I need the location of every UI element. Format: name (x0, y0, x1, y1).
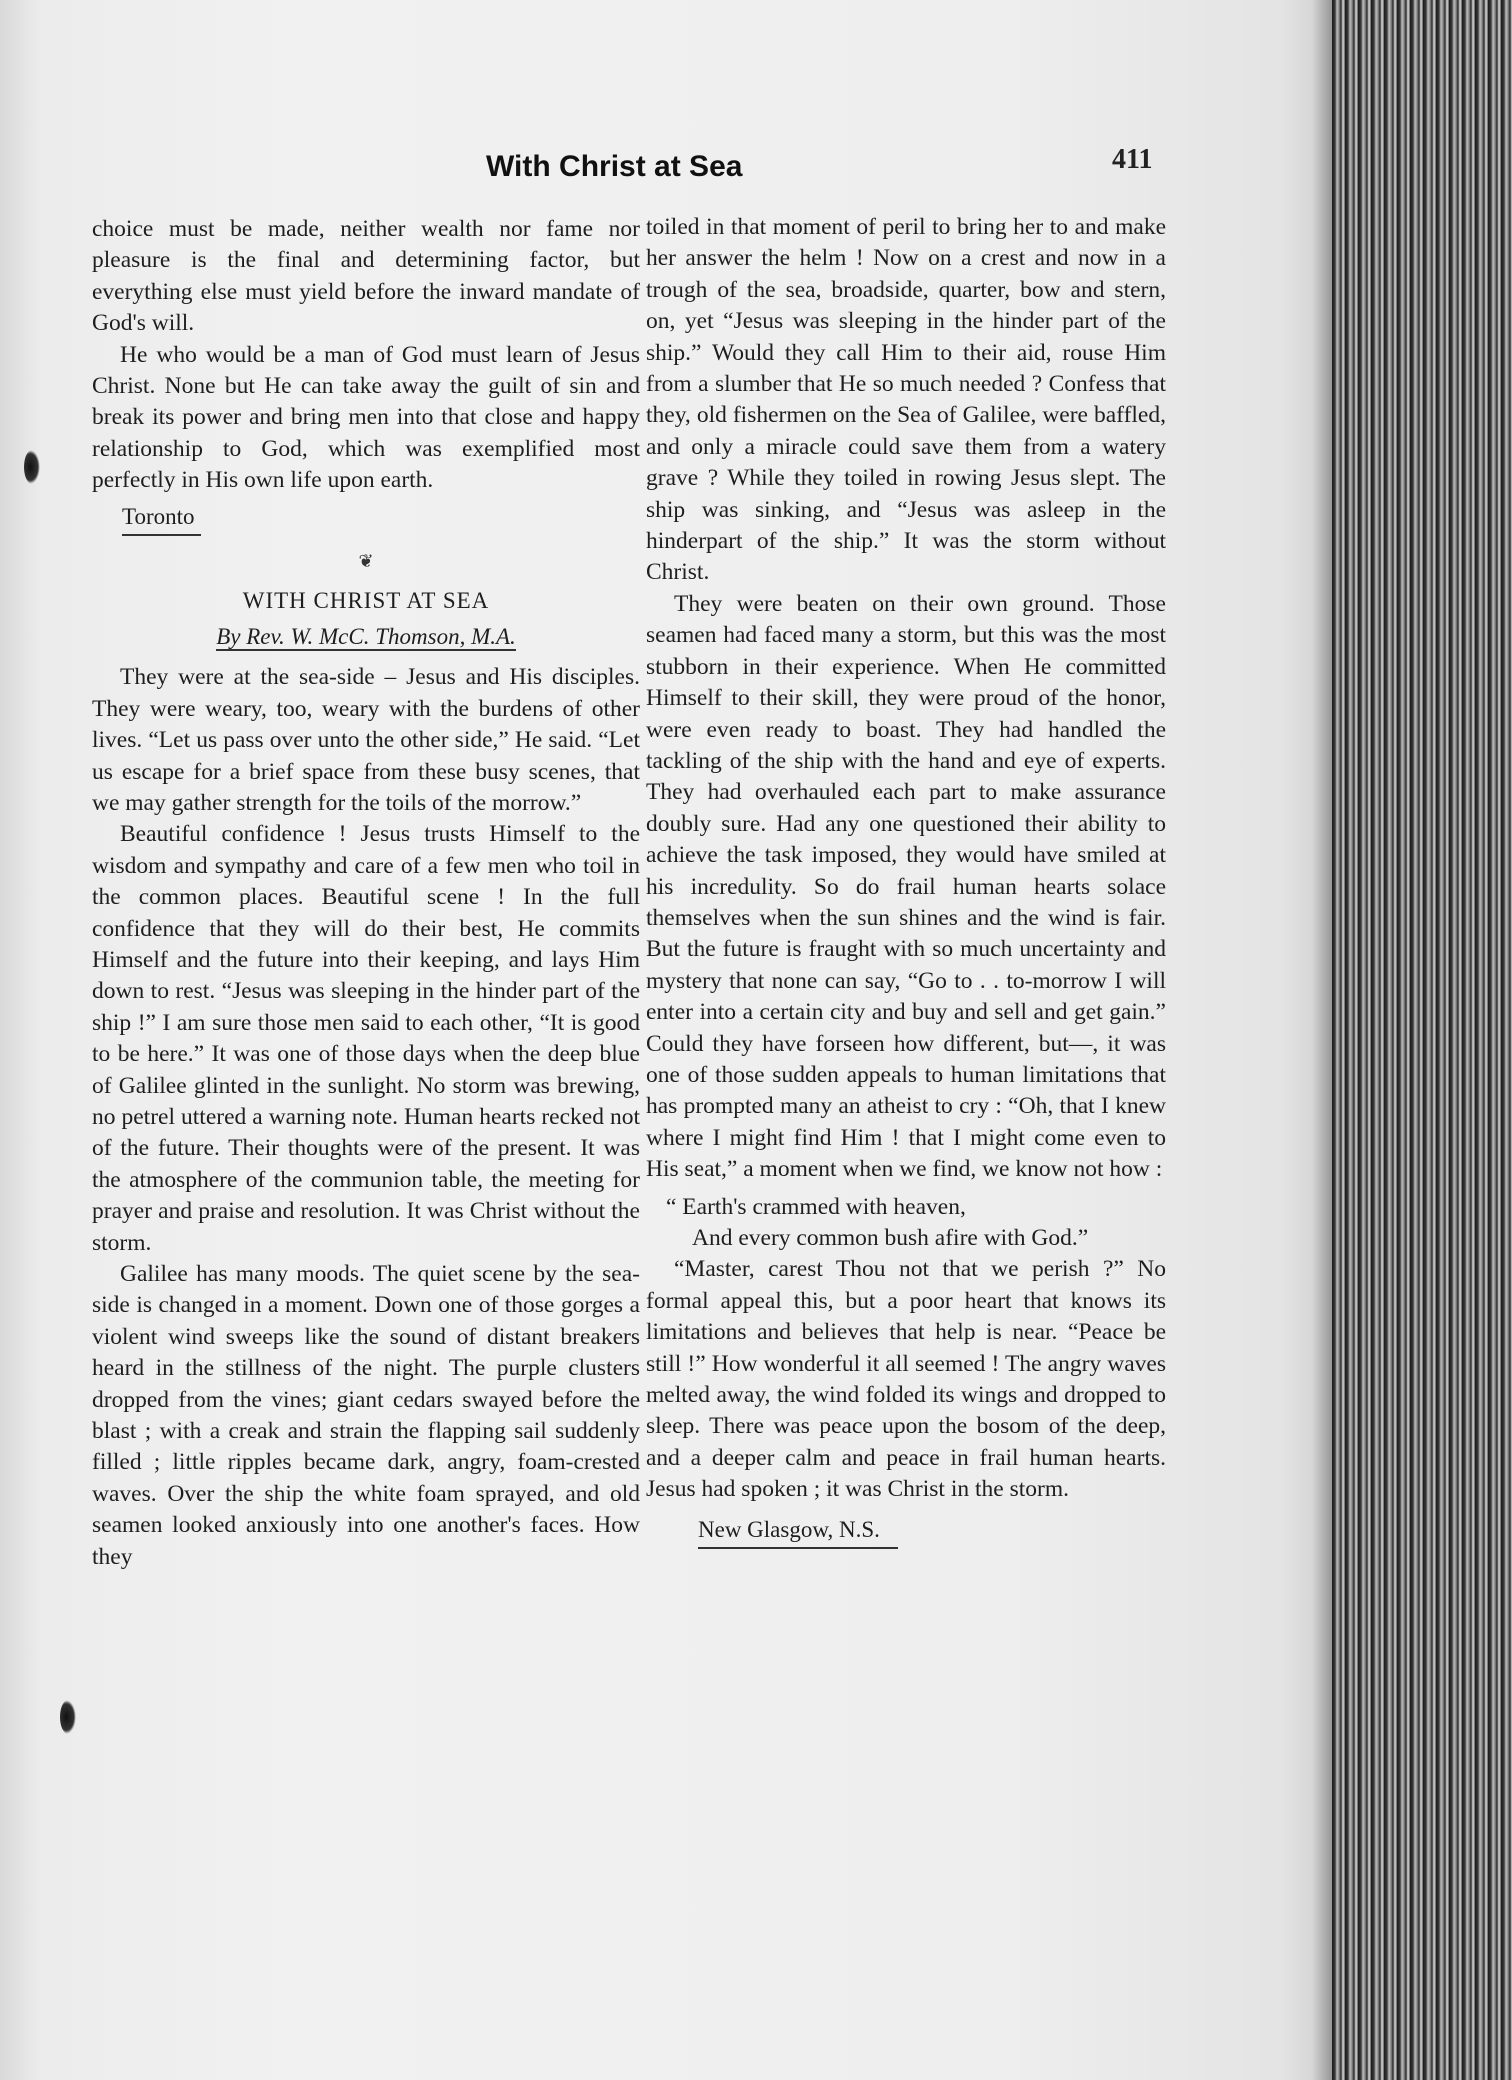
page-header (0, 144, 1300, 194)
page-number: 411 (1112, 144, 1153, 175)
verse-quote (646, 1192, 1166, 1255)
paragraph: They were beaten on their own ground. Those seamen had faced many a storm, but this was the most stubborn in their experience. When He committed Himself to their skill, they were proud of the honor, were even ready to boast. They had handled the tackling of the ship with the hand and eye of experts. They had overhauled each part to make assurance doubly sure. Had any one questioned their ability to achieve the task imposed, they would have smiled at his incredulity. So do frail human hearts solace themselves when the sun shines and the wind is fair. But the future is fraught with so much uncertainty and mystery that none can say, “Go to . . to-morrow I will enter into a certain city and buy and sell and get gain.” Could they have forseen how different, but—, it was one of those sudden appeals to human limitations that has prompted many an atheist to cry : “Oh, that I knew where I might find Him ! that I might come even to His seat,” a moment when we find, we know not how : (646, 590, 1166, 1183)
article-byline (92, 621, 640, 652)
paragraph: He who would be a man of God must learn of Jesus Christ. None but He can take away the guilt of sin and break its power and bring men into that close and happy relationship to God, which was exemplified most perfectly in His own life upon earth. (92, 341, 640, 494)
right-column (646, 212, 1166, 1549)
paragraph: They were at the sea-side – Jesus and His disciples. They were weary, too, weary with the burdens of other lives. “Let us pass over unto the other side,” He said. “Let us escape for a brief space from these busy scenes, that we may gather strength for the toils of the morrow.” (92, 664, 640, 816)
running-title: With Christ at Sea (486, 150, 743, 183)
verse-line: And every common bush afire with God.” (692, 1225, 1089, 1251)
ornament-divider: ❦ (358, 551, 374, 572)
binder-clip-mark (24, 450, 40, 484)
paragraph: toiled in that moment of peril to bring her to and make her answer the helm ! Now on a crest and now in a trough of the sea, broadside, quarter, bow and stern, on, yet “Jesus was sleeping in the hinder part of the ship.” Would they call Him to their aid, rouse Him from a slumber that He so much needed ? Confess that they, old fishermen on the Sea of Galilee, were baffled, and only a miracle could save them from a watery grave ? While they toiled in rowing Jesus slept. The ship was sinking, and “Jesus was asleep in the hinderpart of the ship.” It was the storm without Christ. (646, 214, 1166, 586)
left-column (92, 214, 640, 1573)
place-signature: Toronto (122, 501, 201, 536)
paragraph: Galilee has many moods. The quiet scene by the sea-side is changed in a moment. Down one of those gorges a violent wind sweeps like the sound of distant breakers heard in the stillness of the night. The purple clusters dropped from the vines; giant cedars swayed before the blast ; with a creak and strain the flapping sail suddenly filled ; little ripples became dark, angry, foam-crested waves. Over the ship the white foam sprayed, and old seamen looked anxiously into one another's faces. How they (92, 1261, 640, 1570)
book-binding-edge (1332, 0, 1512, 2080)
paragraph: choice must be made, neither wealth nor fame nor pleasure is the final and determining factor, but everything else must yield before the inward mandate of God's will. (92, 216, 640, 337)
byline-text: By Rev. W. McC. Thomson, M.A. (216, 623, 516, 649)
article-title: WITH CHRIST AT SEA (242, 588, 490, 614)
paragraph: Beautiful confidence ! Jesus trusts Himself to the wisdom and sympathy and care of a few men who toil in the common places. Beautiful scene ! In the full confidence that they will do their best, He commits Himself and the future into their keeping, and lays Him down to rest. “Jesus was sleeping in the hinder part of the ship !” I am sure those men said to each other, “It is good to be here.” It was one of those days when the deep blue of Galilee glinted in the sunlight. No storm was brewing, no petrel uttered a warning note. Human hearts recked not of the future. Their thoughts were of the present. It was the atmosphere of the communion table, the meeting for prayer and praise and resolution. It was Christ without the storm. (92, 821, 640, 1256)
paragraph: “Master, carest Thou not that we perish ?” No formal appeal this, but a poor heart that knows its limitations and believes that help is near. “Peace be still !” How wonderful it all seemed ! The angry waves melted away, the wind folded its wings and dropped to sleep. There was peace upon the bosom of the deep, and a deeper calm and peace in frail human hearts. Jesus had spoken ; it was Christ in the storm. (646, 1256, 1166, 1503)
place-signature: New Glasgow, N.S. (698, 1514, 898, 1549)
binder-clip-mark (60, 1700, 76, 1734)
verse-line: “ Earth's crammed with heaven, (666, 1193, 966, 1220)
